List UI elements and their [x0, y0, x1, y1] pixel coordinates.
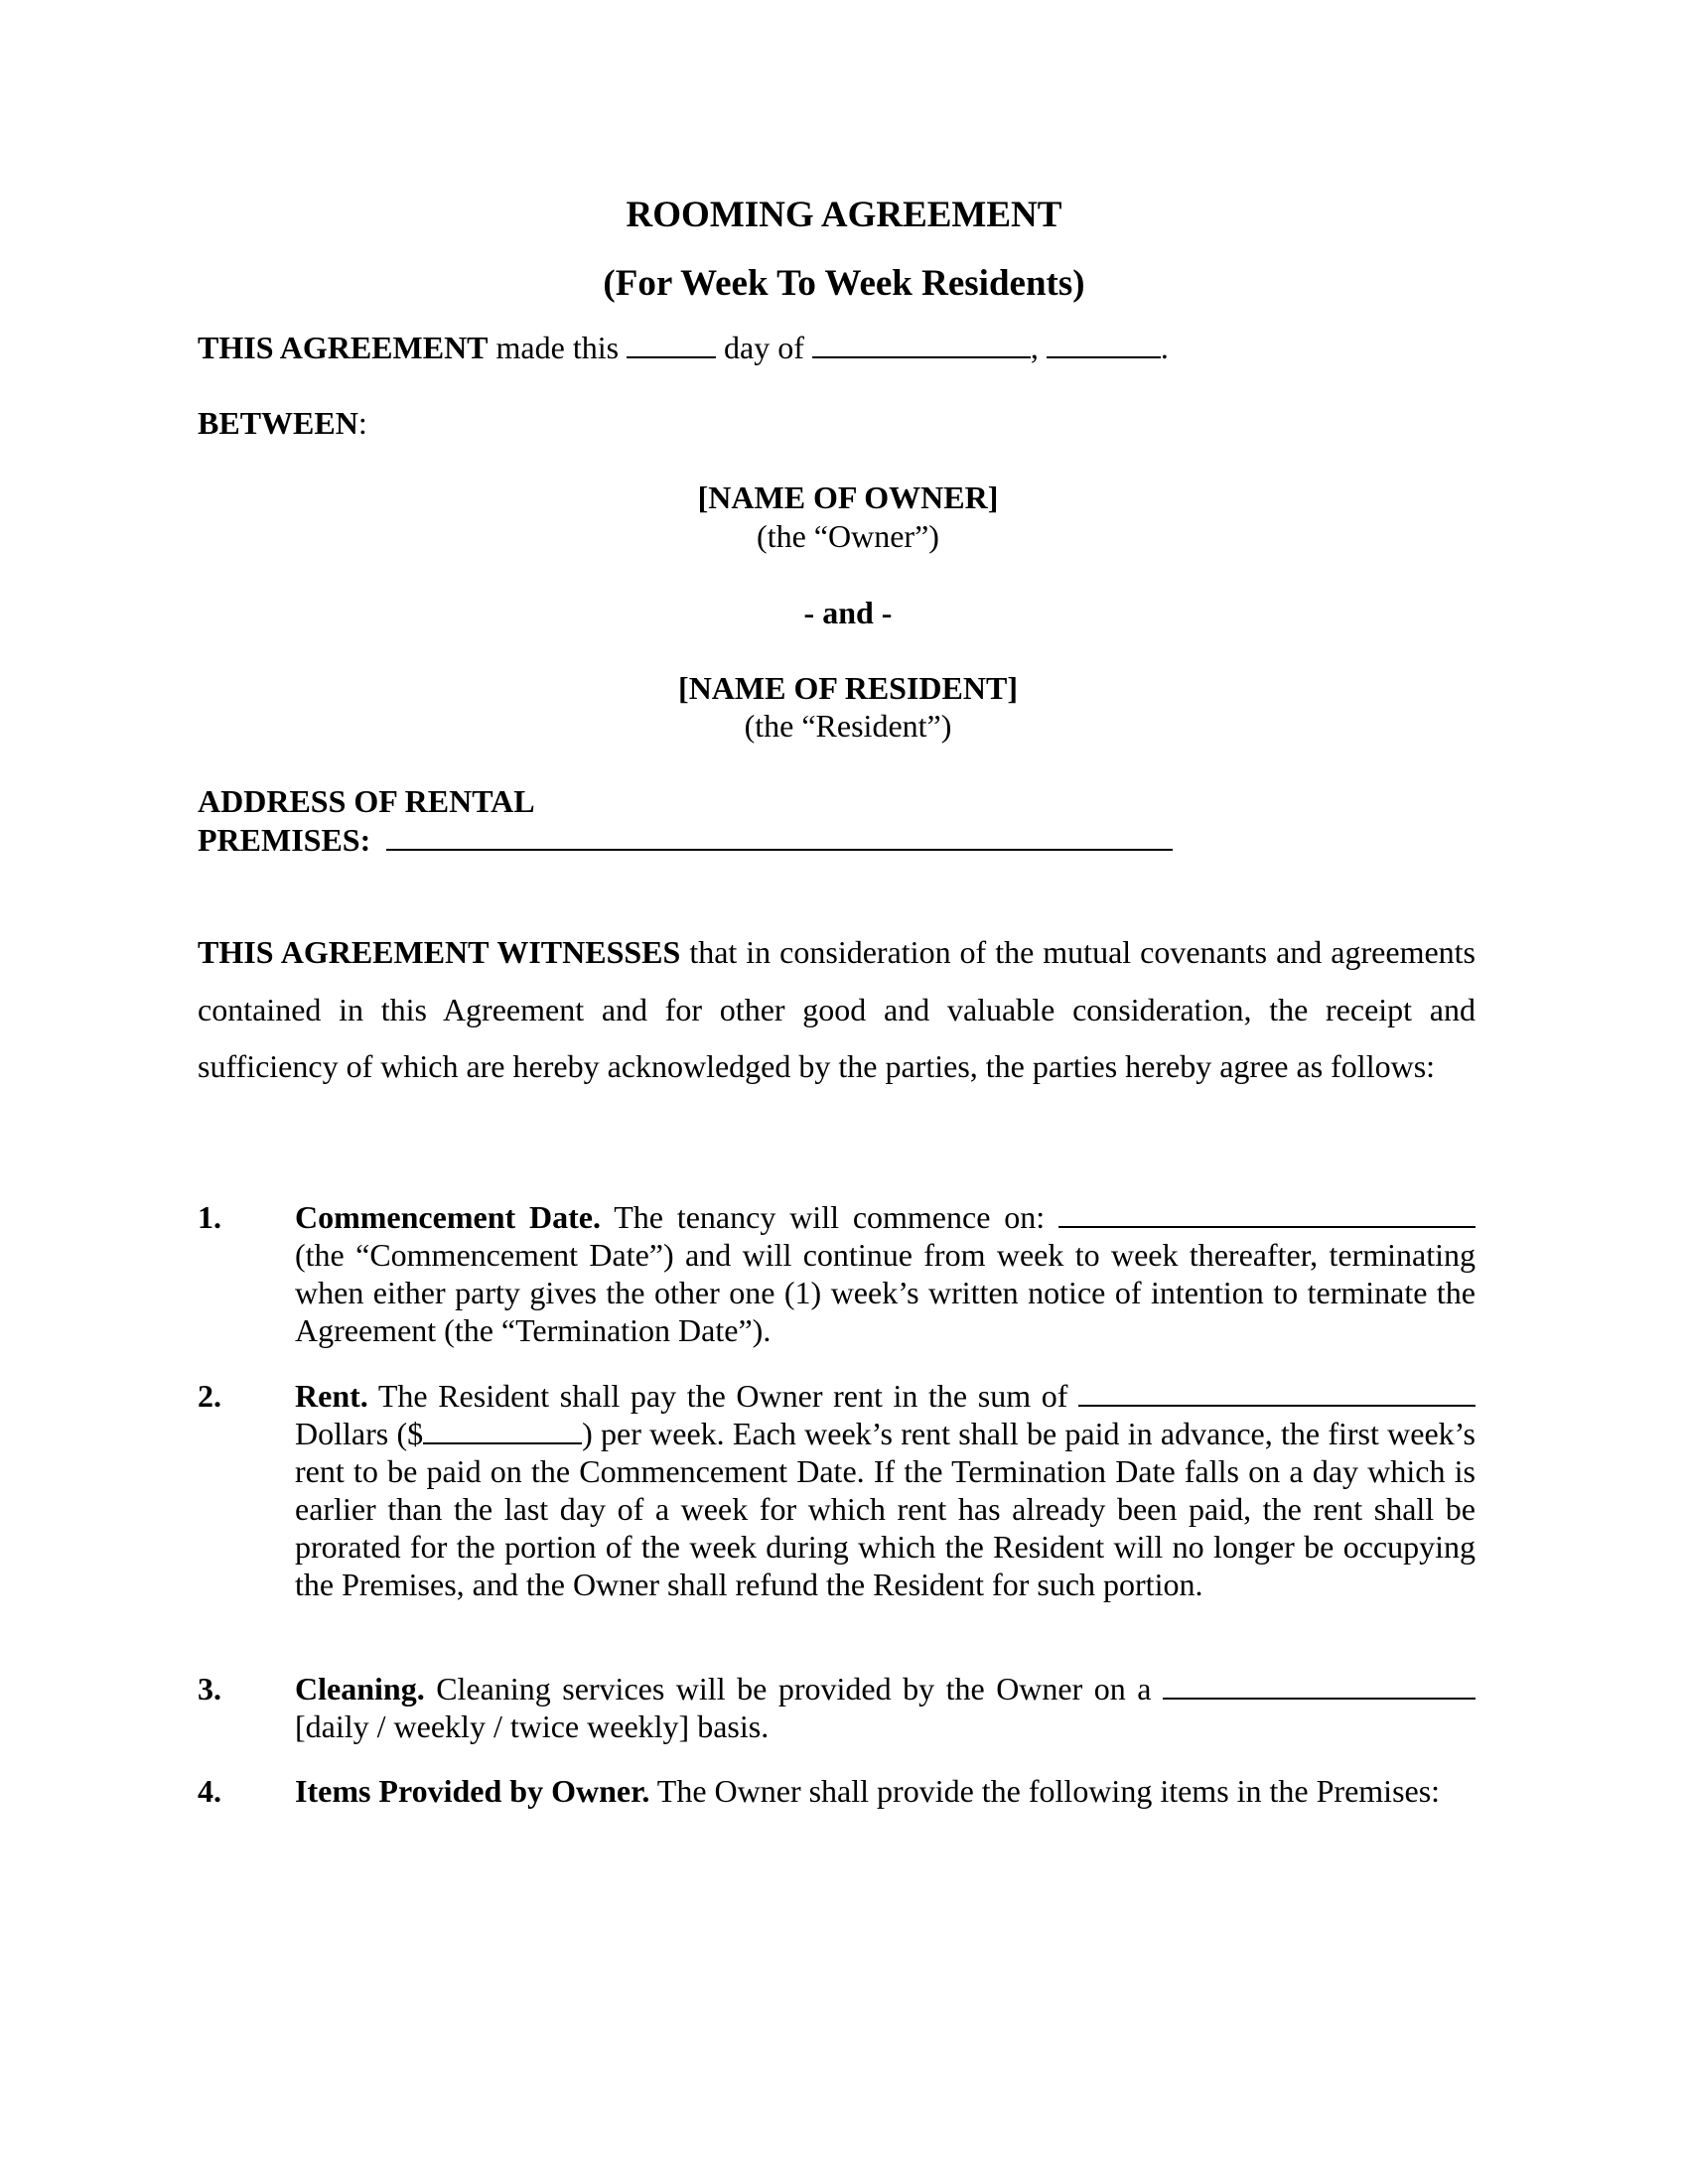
clause-number: 1. [198, 1199, 221, 1235]
intro-text: made this [488, 330, 628, 365]
clause-body: ) per week. Each week’s rent shall be paid in advance, the first week’s rent to be paid on the Commencement Date. If the Termination Date falls on a day which is earlier than the last day of a week for which rent has already been paid, the rent shall be prorated for the portion of the week during which the Resident will no longer be occupying the Premises, and the Owner shall refund the Resident for such portion. [295, 1416, 1477, 1602]
clause-body: Dollars ($ [295, 1416, 424, 1451]
rent-words-blank[interactable] [1078, 1379, 1476, 1407]
agreement-date-line [198, 329, 1169, 366]
clause-body: The tenancy will commence on: [600, 1199, 1059, 1235]
clause-text [295, 1772, 1476, 1810]
intro-text: . [1160, 330, 1169, 365]
clause-body: The Resident shall pay the Owner rent in the sum of [367, 1378, 1078, 1414]
clause-heading: Cleaning. [295, 1671, 425, 1706]
year-blank[interactable] [1047, 331, 1161, 358]
commencement-date-blank[interactable] [1058, 1200, 1476, 1228]
clause-body: [daily / weekly / twice weekly] basis. [295, 1708, 770, 1744]
witnesses-bold: THIS AGREEMENT WITNESSES [198, 934, 681, 970]
clause-number: 3. [198, 1671, 221, 1706]
intro-bold: THIS AGREEMENT [198, 330, 489, 365]
address-label-line1: ADDRESS OF RENTAL [198, 783, 535, 819]
clause-text [295, 1198, 1476, 1349]
clause-body: (the “Commencement Date”) and will continue from week to week thereafter, terminating when either party gives the other one (1) week’s written notice of intention to terminate the Agreement (the “Termination Date”). [295, 1237, 1476, 1348]
intro-text: day of [716, 330, 812, 365]
and-separator: - and - [803, 595, 893, 630]
owner-defined: (the “Owner”) [757, 518, 939, 554]
premises-label: PREMISES: [198, 822, 371, 858]
resident-name: [NAME OF RESIDENT] [678, 670, 1018, 706]
month-blank[interactable] [812, 331, 1031, 358]
clause-heading: Rent. [295, 1378, 368, 1414]
document-title: ROOMING AGREEMENT [626, 195, 1062, 235]
day-blank[interactable] [627, 331, 716, 358]
intro-text: , [1030, 330, 1047, 365]
owner-name: [NAME OF OWNER] [697, 479, 999, 515]
clause-body: The Owner shall provide the following items in the Premises: [649, 1773, 1441, 1809]
clause-heading: Commencement Date. [295, 1199, 601, 1235]
clause-number: 4. [198, 1773, 221, 1809]
clause-text [295, 1670, 1476, 1745]
between-label [198, 404, 367, 442]
clause-heading: Items Provided by Owner. [295, 1773, 650, 1809]
cleaning-frequency-blank[interactable] [1163, 1672, 1476, 1700]
witnesses-text: that in consideration of the mutual covenants and agreements contained in this Agreement and for other good and valuable consideration, the receipt and sufficiency of which are hereby acknowledged by the parties, the parties hereby agree as follows: [198, 934, 1477, 1084]
address-blank[interactable] [386, 823, 1173, 851]
clause-body: Cleaning services will be provided by the Owner on a [424, 1671, 1163, 1706]
rent-amount-blank[interactable] [423, 1417, 582, 1444]
witnesses-paragraph [198, 924, 1476, 1096]
between-colon: : [357, 405, 367, 441]
resident-defined: (the “Resident”) [744, 708, 952, 744]
document-subtitle: (For Week To Week Residents) [603, 263, 1085, 304]
address-label-line2 [198, 821, 1173, 859]
between-text: BETWEEN [198, 405, 358, 441]
clause-number: 2. [198, 1378, 221, 1414]
clause-text [295, 1377, 1476, 1603]
